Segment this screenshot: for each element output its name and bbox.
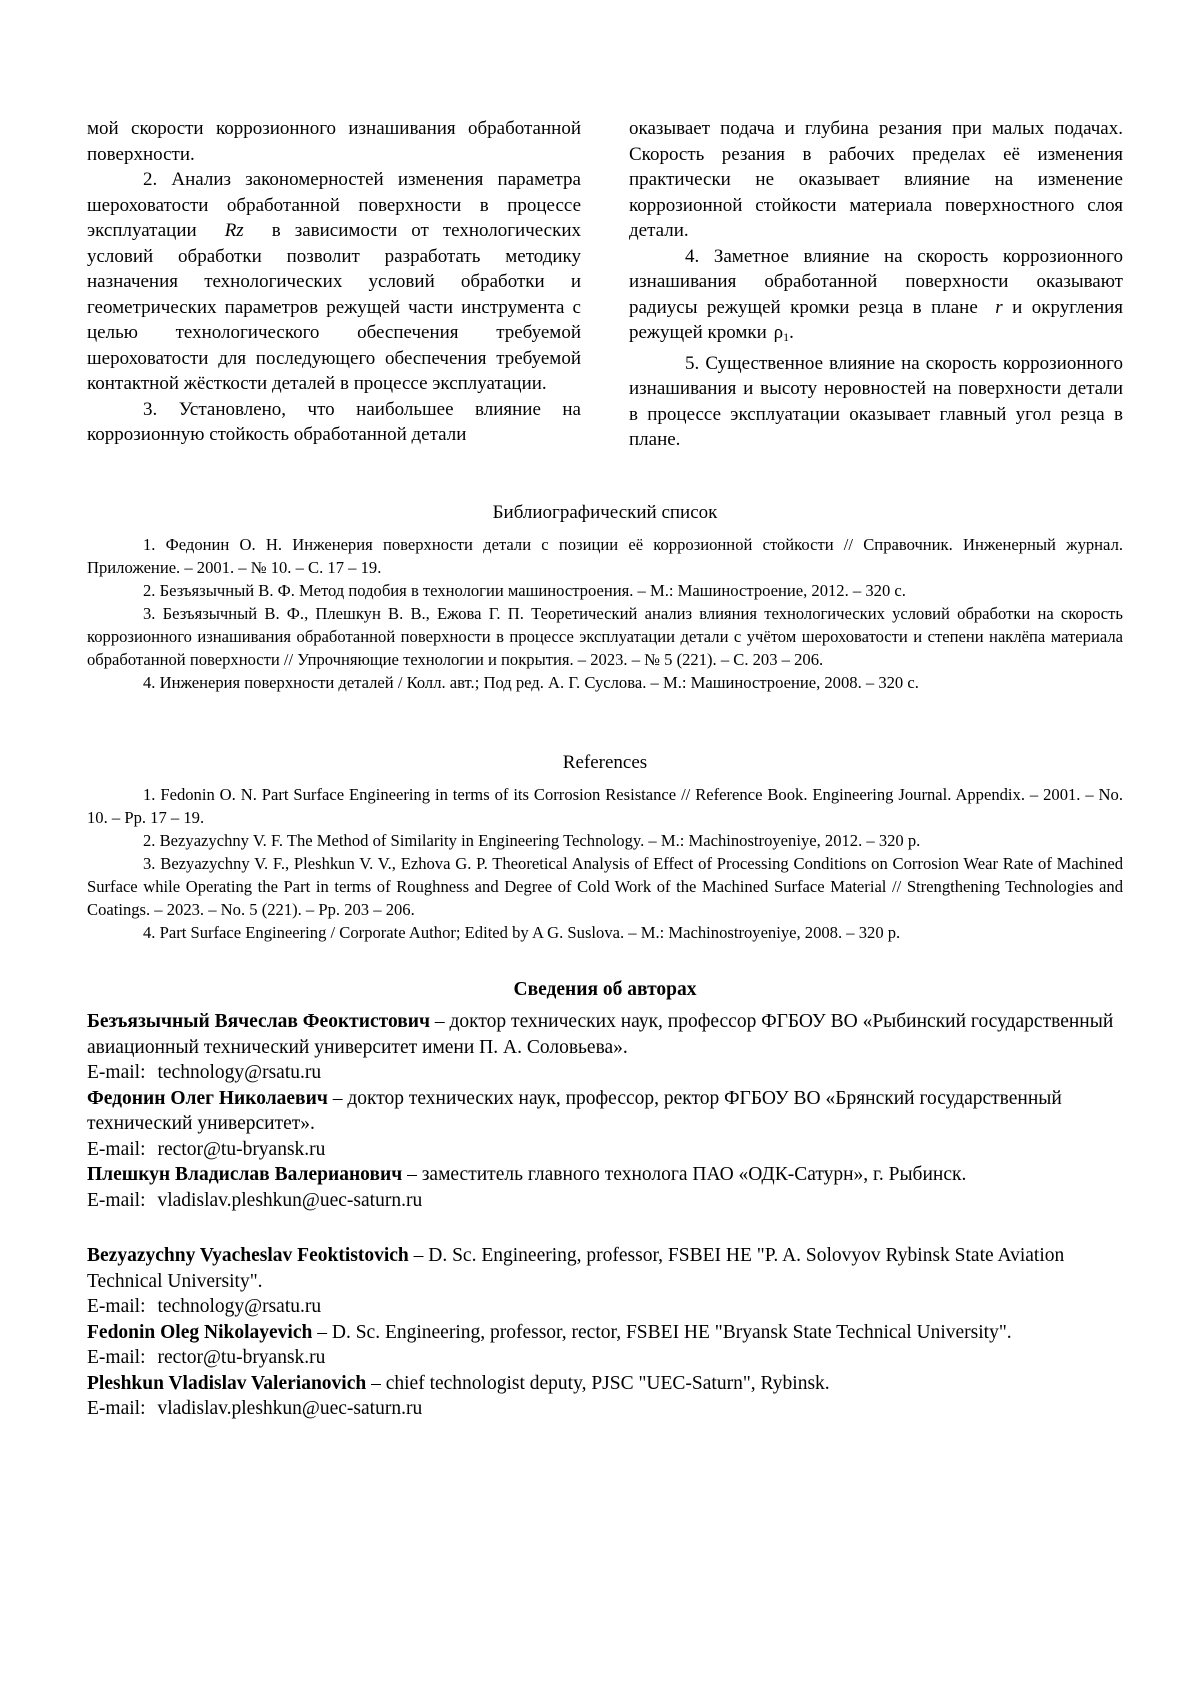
section-gap	[87, 1213, 1123, 1243]
left-paragraph-3: 3. Установлено, что наибольшее влияние на коррозионную стойкость обработанной детали	[87, 398, 581, 445]
references-title: References	[562, 752, 648, 773]
author-description: – D. Sc. Engineering, professor, FSBEI HE "P. A. Solovyov Rybinsk State Aviation Technical University".	[87, 1245, 1065, 1292]
author-entry	[87, 1243, 1123, 1294]
right-paragraph-4-text-b: и округления режущей кромки	[629, 296, 1124, 343]
rho-subscript: 1	[783, 330, 790, 344]
author-email-line	[87, 1137, 1123, 1163]
author-name: Fedonin Oleg Nikolayevich	[87, 1321, 313, 1343]
email-label: E-mail:	[87, 1138, 146, 1160]
author-entry	[87, 1086, 1123, 1137]
author-name: Безъязычный Вячеслав Феоктистович	[87, 1011, 431, 1032]
bibliography-item: 2. Безъязычный В. Ф. Метод подобия в технологии машиностроения. – М.: Машиностроение, 2012. – 320 с.	[143, 581, 906, 600]
email-label: E-mail:	[87, 1189, 146, 1211]
author-name: Bezyazychny Vyacheslav Feoktistovich	[87, 1245, 409, 1266]
authors-title: Сведения об авторах	[513, 979, 697, 1000]
authors-section	[87, 977, 1123, 1422]
right-paragraph-4	[629, 244, 1123, 351]
email-address: rector@tu-bryansk.ru	[157, 1347, 326, 1368]
author-entry	[87, 1371, 1123, 1397]
right-column	[629, 116, 1123, 453]
author-name: Плешкун Владислав Валерианович	[87, 1164, 403, 1185]
author-email-line	[87, 1060, 1123, 1086]
references-list	[87, 783, 1123, 944]
author-description: – доктор технических наук, профессор, ректор ФГБОУ ВО «Брянский государственный технический университет».	[87, 1087, 1062, 1134]
reference-item: 1. Fedonin O. N. Part Surface Engineering in terms of its Corrosion Resistance // Reference Book. Engineering Journal. Appendix. – 2001. – No. 10. – Pp. 17 – 19.	[87, 785, 1123, 827]
email-address: technology@rsatu.ru	[157, 1296, 322, 1317]
author-email-line	[87, 1294, 1123, 1320]
email-address: vladislav.pleshkun@uec-saturn.ru	[157, 1398, 423, 1419]
right-paragraph-4-end: .	[789, 322, 794, 343]
variable-r: r	[995, 296, 1003, 318]
right-paragraph-1: оказывает подача и глубина резания при малых подачах. Скорость резания в рабочих пределах её изменения практически не оказывает влияние на изменение коррозионной стойкости материала поверхностного слоя детали.	[629, 118, 1123, 241]
variable-rz: Rz	[224, 220, 244, 241]
author-email-line	[87, 1188, 1123, 1214]
email-label: E-mail:	[87, 1398, 146, 1419]
rho-symbol: ρ	[773, 322, 784, 343]
author-description: – D. Sc. Engineering, professor, rector, FSBEI HE "Bryansk State Technical University".	[317, 1321, 1012, 1343]
left-paragraph-2-text-b: в зависимости от технологических условий обработки позволит разработать методику назначения технологических условий обработки и геометрических параметров режущей части инструмента с целью технологического обеспечения требуемой шероховатости для последующего обеспечения требуемой контактной жёсткости деталей в процессе эксплуатации.	[87, 220, 581, 394]
author-name: Федонин Олег Николаевич	[87, 1087, 328, 1109]
bibliography-list	[87, 533, 1123, 694]
author-description: – заместитель главного технолога ПАО «ОДК-Сатурн», г. Рыбинск.	[407, 1164, 967, 1185]
bibliography-title: Библиографический список	[492, 502, 718, 523]
email-address: technology@rsatu.ru	[157, 1062, 322, 1083]
author-entry	[87, 1162, 1123, 1188]
author-name: Pleshkun Vladislav Valerianovich	[87, 1372, 367, 1394]
email-label: E-mail:	[87, 1296, 146, 1317]
email-address: vladislav.pleshkun@uec-saturn.ru	[157, 1189, 423, 1211]
email-label: E-mail:	[87, 1062, 146, 1083]
author-entry	[87, 1009, 1123, 1060]
right-paragraph-5: 5. Существенное влияние на скорость коррозионного изнашивания и высоту неровностей на поверхности детали в процессе эксплуатации оказывает главный угол резца в плане.	[629, 352, 1123, 450]
reference-item: 2. Bezyazychny V. F. The Method of Similarity in Engineering Technology. – M.: Machinostroyeniye, 2012. – 320 p.	[143, 831, 921, 850]
left-paragraph-2-text-a: 2. Анализ закономерностей изменения параметра шероховатости обработанной поверхности в процессе эксплуатации	[87, 169, 581, 241]
references-section	[87, 750, 1123, 944]
author-description: – доктор технических наук, профессор ФГБОУ ВО «Рыбинский государственный авиационный технический университет имени П. А. Соловьева».	[87, 1011, 1114, 1058]
email-label: E-mail:	[87, 1347, 146, 1368]
reference-item: 4. Part Surface Engineering / Corporate Author; Edited by A G. Suslova. – M.: Machinostroyeniye, 2008. – 320 p.	[143, 923, 901, 942]
left-column	[87, 116, 581, 453]
bibliography-item: 3. Безъязычный В. Ф., Плешкун В. В., Ежова Г. П. Теоретический анализ влияния технологических условий обработки на скорость коррозионного изнашивания обработанной поверхности в процессе эксплуатации детали с учётом шероховатости и степени наклёпа материала обработанной поверхности // Упрочняющие технологии и покрытия. – 2023. – № 5 (221). – С. 203 – 206.	[87, 604, 1123, 669]
right-paragraph-4-text-a: 4. Заметное влияние на скорость коррозионного изнашивания обработанной поверхности оказывают радиусы режущей кромки резца в плане	[629, 245, 1123, 318]
author-entry	[87, 1320, 1123, 1346]
bibliography-item: 1. Федонин О. Н. Инженерия поверхности детали с позиции её коррозионной стойкости // Справочник. Инженерный журнал. Приложение. – 2001. – № 10. – С. 17 – 19.	[87, 535, 1123, 577]
reference-item: 3. Bezyazychny V. F., Pleshkun V. V., Ezhova G. P. Theoretical Analysis of Effect of Processing Conditions on Corrosion Wear Rate of Machined Surface while Operating the Part in terms of Roughness and Degree of Cold Work of the Machined Surface Material // Strengthening Technologies and Coatings. – 2023. – No. 5 (221). – Pp. 203 – 206.	[87, 854, 1123, 919]
author-email-line	[87, 1396, 1123, 1422]
bibliography-section	[87, 500, 1123, 694]
left-paragraph-1: мой скорости коррозионного изнашивания обработанной поверхности.	[87, 118, 581, 165]
left-paragraph-2	[87, 167, 581, 397]
bibliography-item: 4. Инженерия поверхности деталей / Колл. авт.; Под ред. А. Г. Суслова. – М.: Машиностроение, 2008. – 320 с.	[143, 673, 919, 692]
author-description: – chief technologist deputy, PJSC "UEC-Saturn", Rybinsk.	[371, 1372, 830, 1394]
variable-rho	[772, 322, 789, 343]
author-email-line	[87, 1345, 1123, 1371]
email-address: rector@tu-bryansk.ru	[157, 1138, 326, 1160]
two-column-body	[87, 116, 1123, 453]
